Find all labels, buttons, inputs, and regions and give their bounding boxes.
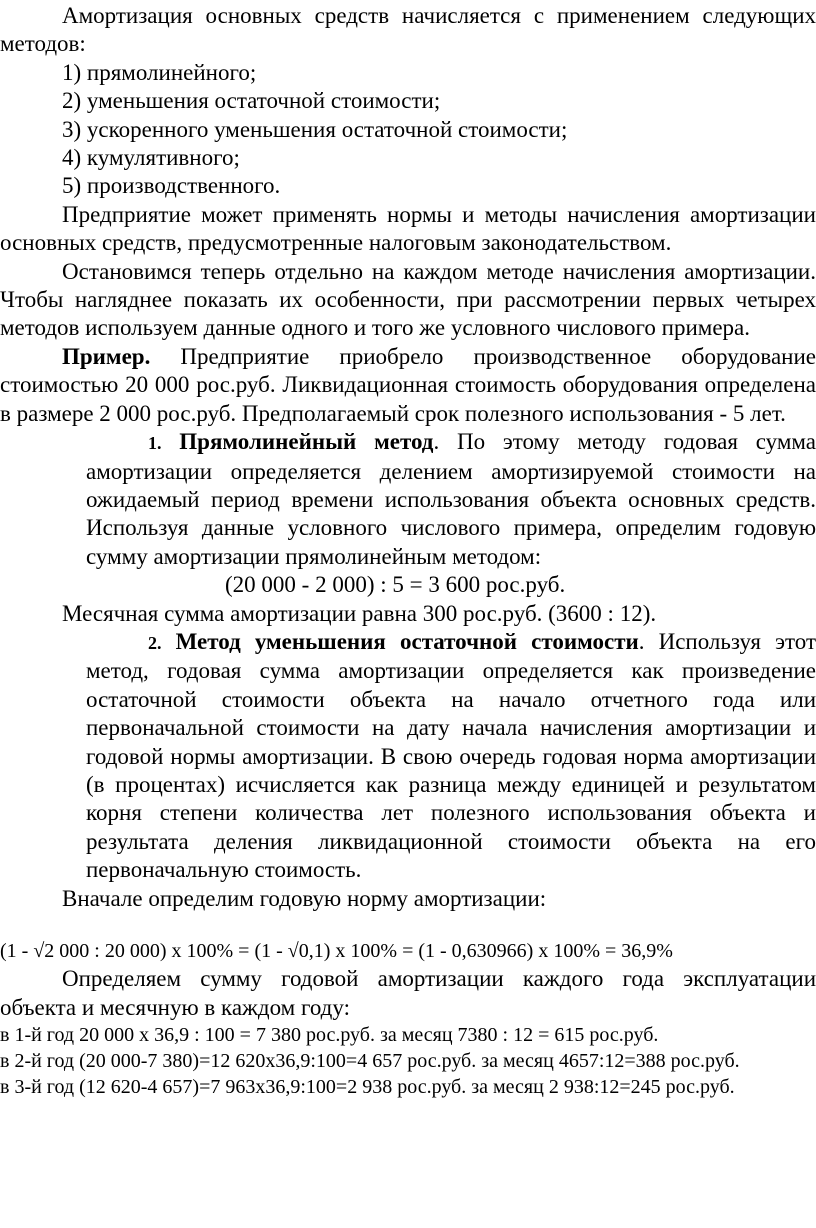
- declining-rate-formula: (1 - √2 000 : 20 000) х 100% = (1 - √0,1) х 100% = (1 - 0,630966) х 100% = 36,9%: [0, 940, 673, 962]
- overview-paragraph: Остановимся теперь отдельно на каждом методе начисления амортизации. Чтобы нагляднее показать их особенности, при рассмотрении первых четырех методов используем данные одного и того же условного числового примера.: [0, 258, 816, 341]
- intro-paragraph: Амортизация основных средств начисляется с применением следующих методов:: [0, 3, 816, 57]
- item-text: производственного.: [86, 173, 281, 199]
- year-calculation: в 3-й год (12 620-4 657)=7 963х36,9:100=2 938 рос.руб. за месяц 2 938:12=245 рос.руб.: [0, 1076, 735, 1099]
- section-number: 2.: [148, 632, 162, 653]
- methods-list: [0, 59, 816, 201]
- list-item: [0, 87, 816, 115]
- determine-paragraph: Определяем сумму годовой амортизации каждого года эксплуатации объекта и месячную в каждом году:: [0, 966, 816, 1020]
- item-number: 5): [62, 173, 82, 199]
- first-step-text: Вначале определим годовую норму амортизации:: [62, 885, 547, 911]
- item-text: прямолинейного;: [86, 59, 257, 85]
- item-number: 2): [62, 88, 82, 114]
- year-calculation: в 2-й год (20 000-7 380)=12 620х36,9:100=4 657 рос.руб. за месяц 4657:12=388 рос.руб.: [0, 1050, 740, 1073]
- section-title: Метод уменьшения остаточной стоимости: [175, 628, 639, 654]
- item-text: кумулятивного;: [86, 145, 240, 171]
- section-number: 1.: [148, 433, 162, 454]
- list-item: [0, 144, 816, 172]
- section-title: Прямолинейный метод: [179, 429, 434, 455]
- list-item: [0, 172, 816, 200]
- section-1-paragraph: [0, 428, 816, 571]
- item-text: уменьшения остаточной стоимости;: [86, 88, 441, 114]
- section-text: . По этому методу годовая сумма амортизации определяется делением амортизируемой стоимости на ожидаемый период времени использования объекта основных средств. Используя данные условного числового примера, определим годовую сумму амортизации прямолинейным методом:: [86, 429, 816, 569]
- norms-paragraph: Предприятие может применять нормы и методы начисления амортизации основных средств, предусмотренные налоговым законодательством.: [0, 201, 816, 256]
- year-calculation: в 1-й год 20 000 х 36,9 : 100 = 7 380 рос.руб. за месяц 7380 : 12 = 615 рос.руб.: [0, 1024, 659, 1047]
- item-number: 3): [62, 116, 82, 142]
- yearly-calculations: [0, 1022, 816, 1100]
- example-paragraph: [0, 343, 816, 428]
- list-item: [0, 59, 816, 87]
- section-text: . Используя этот метод, годовая сумма амортизации определяется как произведение остаточной стоимости объекта на начало отчетного года или первоначальной стоимости на дату начала начисления амортизации и годовой нормы амортизации. В свою очередь годовая норма амортизации (в процентах) исчисляется как разница между единицей и результатом корня степени количества лет полезного использования объекта и результата деления ликвидационной стоимости объекта на его первоначальную стоимость.: [86, 628, 816, 883]
- straight-line-formula: (20 000 - 2 000) : 5 = 3 600 рос.руб.: [225, 572, 566, 598]
- monthly-amount: Месячная сумма амортизации равна 300 рос.руб. (3600 : 12).: [62, 600, 657, 626]
- example-text: Предприятие приобрело производственное оборудование стоимостью 20 000 рос.руб. Ликвидационная стоимость оборудования определена в размере 2 000 рос.руб. Предполагаемый срок полезного использования - 5 лет.: [0, 343, 816, 426]
- example-label: Пример.: [62, 343, 151, 369]
- item-number: 4): [62, 145, 82, 171]
- list-item: [0, 116, 816, 144]
- item-number: 1): [62, 59, 82, 85]
- section-2-paragraph: [0, 628, 816, 885]
- item-text: ускоренного уменьшения остаточной стоимости;: [86, 116, 568, 142]
